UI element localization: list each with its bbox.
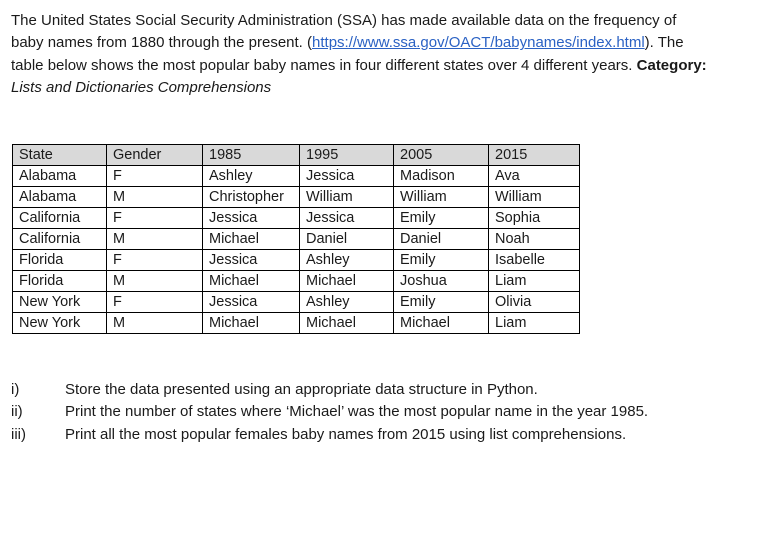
table-row — [13, 313, 580, 334]
cell-2005: William — [394, 187, 489, 208]
cell-2015: Ava — [489, 166, 580, 187]
cell-2015: Liam — [489, 313, 580, 334]
table-row — [13, 271, 580, 292]
cell-gender: F — [107, 250, 203, 271]
question-number: iii) — [11, 425, 26, 443]
cell-2005: Daniel — [394, 229, 489, 250]
table-row — [13, 208, 580, 229]
question-text: Print all the most popular females baby names from 2015 using list comprehensions. — [65, 425, 627, 443]
intro-text-continued: ). The table below shows the most popular baby names in four different states over 4 different years. — [11, 34, 684, 74]
table-row — [13, 292, 580, 313]
cell-2015: Liam — [489, 271, 580, 292]
intro-paragraph — [11, 10, 711, 99]
question-text: Store the data presented using an appropriate data structure in Python. — [65, 381, 538, 398]
cell-1995: Ashley — [300, 250, 394, 271]
header-gender: Gender — [107, 145, 203, 166]
cell-1985: Michael — [203, 229, 300, 250]
cell-gender: F — [107, 208, 203, 229]
question-number: i) — [11, 381, 20, 398]
cell-1995: William — [300, 187, 394, 208]
cell-gender: F — [107, 166, 203, 187]
baby-names-table — [12, 144, 580, 334]
header-state: State — [13, 145, 107, 166]
table-row — [13, 166, 580, 187]
cell-2015: Sophia — [489, 208, 580, 229]
cell-1985: Jessica — [203, 208, 300, 229]
question-item — [11, 424, 691, 446]
cell-2015: William — [489, 187, 580, 208]
table-header-row — [13, 145, 580, 166]
questions-list — [11, 379, 691, 446]
header-2005: 2005 — [394, 145, 489, 166]
cell-state: California — [13, 229, 107, 250]
cell-1995: Jessica — [300, 208, 394, 229]
cell-1985: Jessica — [203, 292, 300, 313]
header-1985: 1985 — [203, 145, 300, 166]
cell-1985: Michael — [203, 313, 300, 334]
cell-2005: Emily — [394, 292, 489, 313]
category-value: Lists and Dictionaries Comprehensions — [11, 78, 272, 96]
intro-text: The United States Social Security Administration (SSA) has made available data on the frequency of baby names from 1880 through the present. ( — [11, 12, 677, 52]
table-row — [13, 250, 580, 271]
cell-1985: Christopher — [203, 187, 300, 208]
cell-1985: Michael — [203, 271, 300, 292]
cell-gender: M — [107, 187, 203, 208]
cell-state: New York — [13, 313, 107, 334]
cell-state: Alabama — [13, 166, 107, 187]
ssa-link[interactable]: https://www.ssa.gov/OACT/babynames/index.html — [312, 34, 645, 52]
cell-1995: Ashley — [300, 292, 394, 313]
cell-state: Florida — [13, 271, 107, 292]
cell-state: Florida — [13, 250, 107, 271]
cell-2015: Isabelle — [489, 250, 580, 271]
cell-2005: Joshua — [394, 271, 489, 292]
cell-2005: Emily — [394, 250, 489, 271]
cell-gender: F — [107, 292, 203, 313]
cell-2005: Emily — [394, 208, 489, 229]
cell-1995: Daniel — [300, 229, 394, 250]
cell-gender: M — [107, 271, 203, 292]
cell-2005: Michael — [394, 313, 489, 334]
header-2015: 2015 — [489, 145, 580, 166]
table-row — [13, 229, 580, 250]
cell-gender: M — [107, 313, 203, 334]
question-item — [11, 401, 691, 423]
cell-gender: M — [107, 229, 203, 250]
cell-state: Alabama — [13, 187, 107, 208]
table-row — [13, 187, 580, 208]
cell-1985: Jessica — [203, 250, 300, 271]
category-label: Category: — [636, 56, 707, 74]
cell-state: New York — [13, 292, 107, 313]
header-1995: 1995 — [300, 145, 394, 166]
cell-1985: Ashley — [203, 166, 300, 187]
cell-1995: Jessica — [300, 166, 394, 187]
cell-2015: Noah — [489, 229, 580, 250]
cell-state: California — [13, 208, 107, 229]
question-number: ii) — [11, 403, 23, 421]
cell-2005: Madison — [394, 166, 489, 187]
cell-1995: Michael — [300, 313, 394, 334]
cell-2015: Olivia — [489, 292, 580, 313]
question-item — [11, 379, 691, 401]
question-text: Print the number of states where ‘Michael’ was the most popular name in the year 1985. — [65, 403, 649, 421]
cell-1995: Michael — [300, 271, 394, 292]
